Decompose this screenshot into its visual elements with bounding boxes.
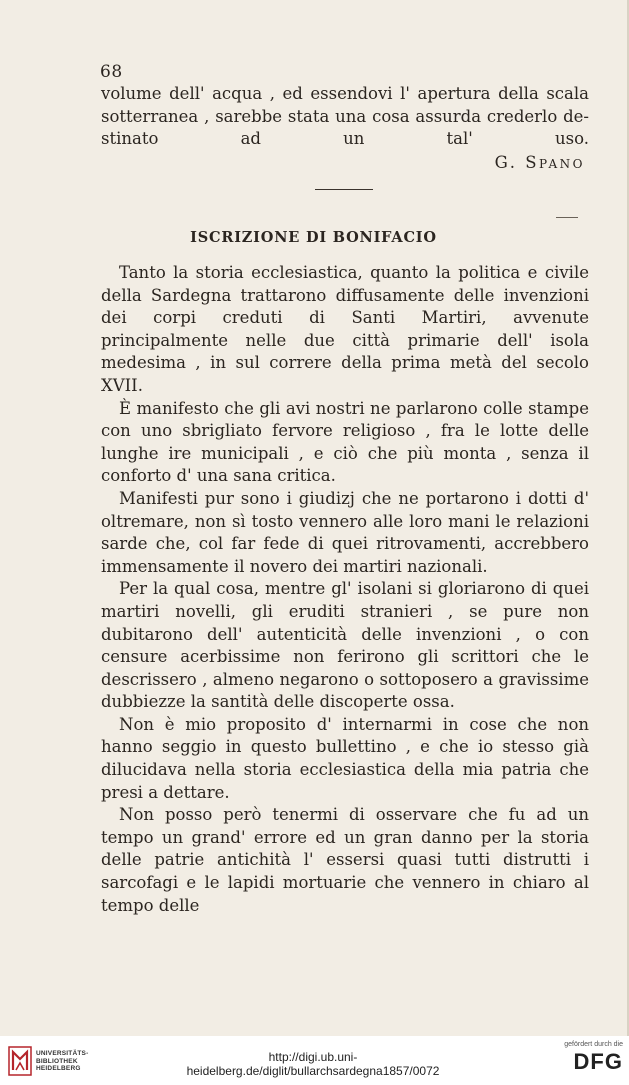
margin-mark — [556, 217, 578, 218]
paragraph: Non è mio proposito d' internarmi in cose che non hanno seggio in questo bullettino , e che io stesso già dilucidava nella storia ecclesiastica della mia patria che presi a dettare. — [101, 714, 589, 802]
ub-heidelberg-logo-icon — [8, 1046, 32, 1076]
separator-rule — [315, 189, 373, 190]
permalink-url[interactable]: http://digi.ub.uni-heidelberg.de/diglit/bullarchsardegna1857/0072 — [186, 1050, 440, 1078]
intro-line: volume dell' acqua , ed essendovi l' apertura della scala — [101, 84, 589, 103]
body-text — [101, 262, 589, 917]
paragraph: Per la qual cosa, mentre gl' isolani si gloriarono di quei martiri novelli, gli eruditi stranieri , se pure non dubitarono dell' autenticità delle invenzioni , o con censure acerbissime non ferirono gli scrittori che le descrissero , almeno negarono o sottoposero a gravissime dubbiezze la santità delle discoperte ossa. — [101, 579, 589, 712]
intro-line: stinato ad un tal' uso. — [101, 129, 589, 149]
footer-bar — [0, 1036, 629, 1085]
signature-name: Spano — [525, 153, 585, 172]
sponsor-label: gefördert durch die — [564, 1041, 623, 1048]
paragraph: È manifesto che gli avi nostri ne parlarono colle stampe con uno sbrigliato fervore religioso , fra le lotte delle lunghe ire municipali , e ciò che più monta , senza il conforto d' una sana critica. — [101, 398, 589, 486]
paragraph: Manifesti pur sono i giudizj che ne portarono i dotti d' oltremare, non sì tosto vennero alle loro mani le relazioni sarde che, col far fede di quei ritrovamenti, accrebbero immensamente il novero dei martiri nazionali. — [101, 488, 589, 576]
paragraph: Non posso però tenermi di osservare che fu ad un tempo un grand' errore ed un gran danno per la storia delle patrie antichità l' essersi quasi tutti distrutti i sarcofagi e le lapidi mortuarie che vennero in chiaro al tempo delle — [101, 805, 589, 915]
page-number: 68 — [100, 62, 123, 82]
dfg-logo-icon: DFG — [573, 1049, 623, 1074]
paragraph: Tanto la storia ecclesiastica, quanto la politica e civile della Sardegna trattarono diffusamente delle invenzioni dei corpi creduti di Santi Martiri, avvenute principalmente nelle due città primarie dell' isola medesima , in sul correre della prima metà del secolo XVII. — [101, 263, 589, 395]
signature — [495, 153, 585, 172]
intro-line: sotterranea , sarebbe stata una cosa assurda crederlo de- — [101, 106, 589, 126]
institution-name: UNIVERSITÄTS- BIBLIOTHEK HEIDELBERG — [36, 1050, 89, 1072]
sponsor — [564, 1041, 623, 1075]
section-title: ISCRIZIONE DI BONIFACIO — [190, 229, 437, 246]
intro-text — [101, 83, 589, 151]
signature-initial: G. — [494, 153, 518, 172]
